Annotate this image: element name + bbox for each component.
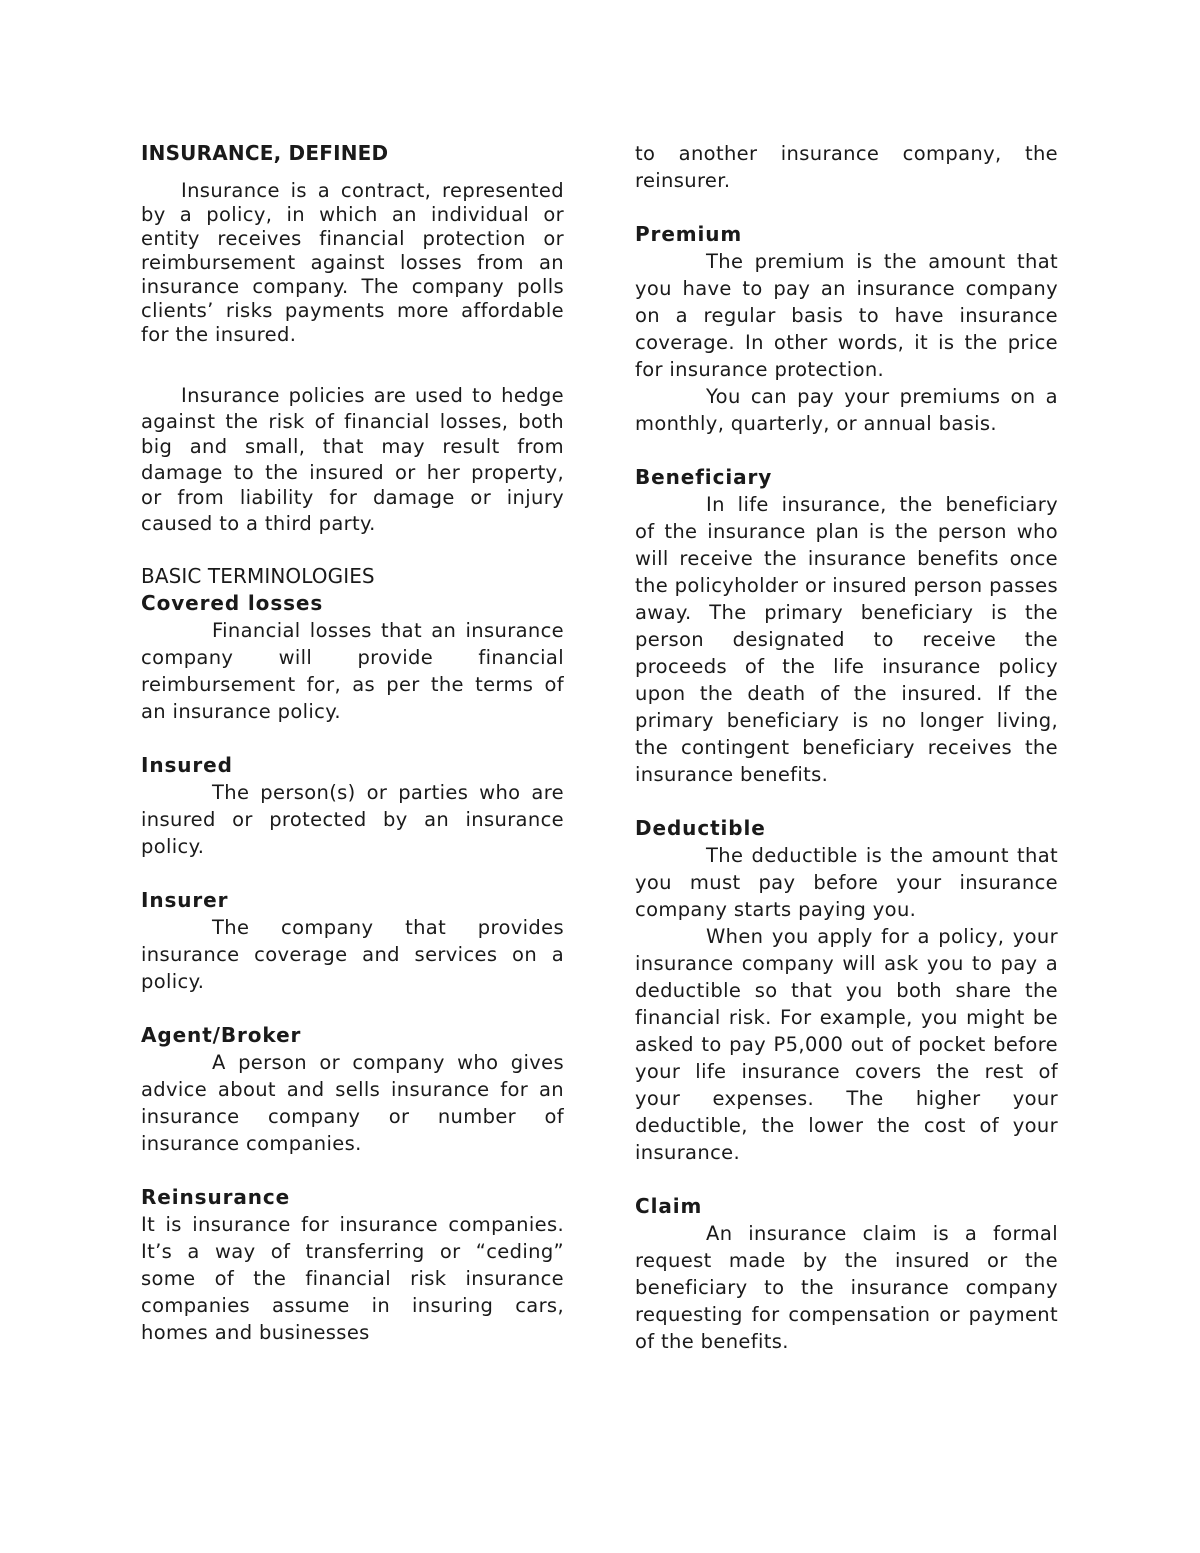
section-title: BASIC TERMINOLOGIES	[141, 564, 375, 588]
term-text: A person or company who gives advice about and sells insurance for an insurance company or number of insurance companies.	[141, 1051, 564, 1155]
term-text-2: When you apply for a policy, your insurance company will ask you to pay a deductible so that you both share the financial risk. For example, you might be asked to pay P5,000 out of pocket before your life insurance covers the rest of your expenses. The higher your deductible, the lower the cost of your insurance.	[635, 925, 1058, 1164]
term-text: The person(s) or parties who are insured or protected by an insurance policy.	[141, 781, 564, 858]
term-title: Agent/Broker	[141, 1023, 302, 1047]
term-title: Insured	[141, 753, 233, 777]
intro-paragraph-2: Insurance policies are used to hedge against the risk of financial losses, both big and small, that may result from damage to the insured or her property, or from liability for damage or injury caused to a third party.	[141, 384, 564, 535]
term-deductible	[635, 815, 1058, 1166]
term-title: Premium	[635, 222, 743, 246]
term-title: Deductible	[635, 816, 766, 840]
term-covered-losses	[141, 590, 564, 725]
right-column	[635, 140, 1058, 1355]
term-text: An insurance claim is a formal request made by the insured or the beneficiary to the insurance company requesting for compensation or payment of the benefits.	[635, 1222, 1058, 1353]
term-title: Covered losses	[141, 591, 324, 615]
continuation-text: to another insurance company, the reinsurer.	[635, 142, 1058, 192]
term-text: Financial losses that an insurance company will provide financial reimbursement for, as per the terms of an insurance policy.	[141, 619, 564, 723]
term-text: The company that provides insurance coverage and services on a policy.	[141, 916, 564, 993]
term-premium	[635, 221, 1058, 437]
term-text: The deductible is the amount that you must pay before your insurance company starts paying you.	[635, 844, 1058, 921]
intro-paragraph-1: Insurance is a contract, represented by a policy, in which an individual or entity receives financial protection or reimbursement against losses from an insurance company. The company polls clients’ risks payments more affordable for the insured.	[141, 179, 564, 346]
term-reinsurance	[141, 1184, 564, 1346]
intro-section	[141, 179, 564, 536]
term-title: Insurer	[141, 888, 229, 912]
term-insurer	[141, 887, 564, 995]
term-claim	[635, 1193, 1058, 1355]
term-title: Reinsurance	[141, 1185, 291, 1209]
term-text: In life insurance, the beneficiary of the insurance plan is the person who will receive the insurance benefits once the policyholder or insured person passes away. The primary beneficiary is the person designated to receive the proceeds of the life insurance policy upon the death of the insured. If the primary beneficiary is no longer living, the contingent beneficiary receives the insurance benefits.	[635, 493, 1058, 786]
left-column	[141, 140, 564, 1346]
term-text-2: You can pay your premiums on a monthly, quarterly, or annual basis.	[635, 385, 1058, 435]
term-agent-broker	[141, 1022, 564, 1157]
term-text: It is insurance for insurance companies. It’s a way of transferring or “ceding” some of the financial risk insurance companies assume in insuring cars, homes and businesses	[141, 1213, 564, 1344]
term-text: The premium is the amount that you have to pay an insurance company on a regular basis to have insurance coverage. In other words, it is the price for insurance protection.	[635, 250, 1058, 381]
term-beneficiary	[635, 464, 1058, 788]
term-title: Claim	[635, 1194, 703, 1218]
main-title: INSURANCE, DEFINED	[141, 141, 389, 165]
term-insured	[141, 752, 564, 860]
term-title: Beneficiary	[635, 465, 773, 489]
